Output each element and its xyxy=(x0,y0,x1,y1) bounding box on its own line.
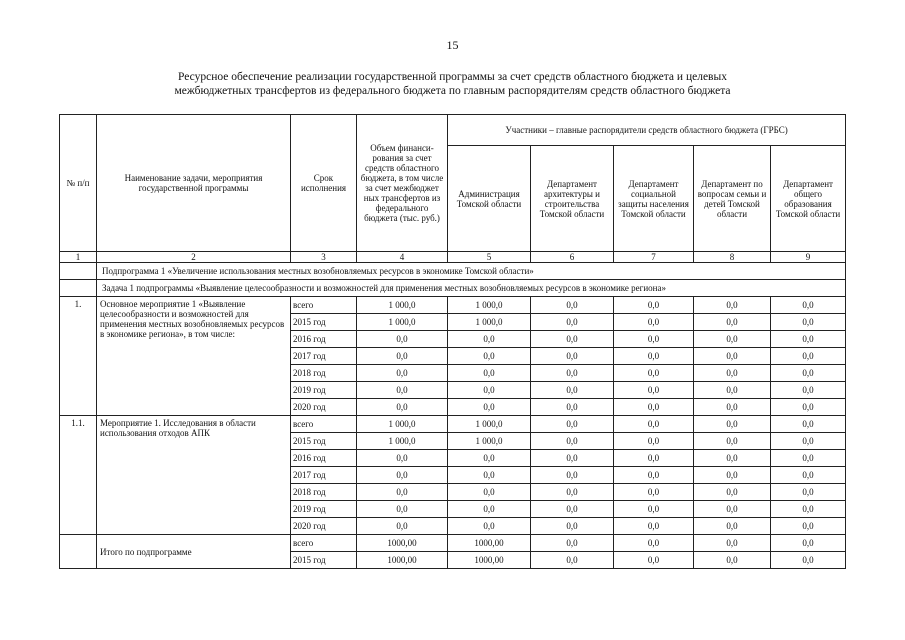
value-cell: 0,0 xyxy=(771,535,846,552)
column-number: 8 xyxy=(694,252,771,263)
value-cell: 1 000,0 xyxy=(448,314,531,331)
period-cell: 2018 год xyxy=(291,365,357,382)
table-row xyxy=(60,416,846,433)
value-cell: 0,0 xyxy=(357,399,448,416)
page-number: 15 xyxy=(446,38,459,52)
value-cell: 0,0 xyxy=(694,484,771,501)
header-participant-5: Департамент общего образования Томской области xyxy=(771,146,846,252)
value-cell: 0,0 xyxy=(614,416,694,433)
value-cell: 0,0 xyxy=(531,365,614,382)
value-cell: 0,0 xyxy=(694,399,771,416)
value-cell: 1 000,0 xyxy=(357,314,448,331)
value-cell: 0,0 xyxy=(771,552,846,569)
value-cell: 0,0 xyxy=(448,467,531,484)
value-cell: 0,0 xyxy=(771,297,846,314)
value-cell: 0,0 xyxy=(531,297,614,314)
value-cell: 0,0 xyxy=(771,365,846,382)
value-cell: 0,0 xyxy=(531,399,614,416)
value-cell: 0,0 xyxy=(357,467,448,484)
budget-table xyxy=(59,114,846,569)
value-cell: 0,0 xyxy=(614,450,694,467)
period-cell: 2019 год xyxy=(291,382,357,399)
value-cell: 0,0 xyxy=(531,450,614,467)
value-cell: 0,0 xyxy=(448,484,531,501)
period-cell: 2020 год xyxy=(291,399,357,416)
value-cell: 0,0 xyxy=(771,348,846,365)
value-cell: 0,0 xyxy=(531,518,614,535)
value-cell: 0,0 xyxy=(614,297,694,314)
value-cell: 0,0 xyxy=(694,297,771,314)
value-cell: 0,0 xyxy=(771,331,846,348)
value-cell: 0,0 xyxy=(448,348,531,365)
value-cell: 1000,00 xyxy=(357,552,448,569)
title-line-2: межбюджетных трансфертов из федерального бюджета по главным распорядителям средств областного бюджета xyxy=(174,85,731,97)
value-cell: 0,0 xyxy=(614,365,694,382)
value-cell: 0,0 xyxy=(357,382,448,399)
column-number: 5 xyxy=(448,252,531,263)
value-cell: 0,0 xyxy=(357,331,448,348)
value-cell: 0,0 xyxy=(694,518,771,535)
value-cell: 0,0 xyxy=(614,433,694,450)
value-cell: 0,0 xyxy=(614,331,694,348)
period-cell: 2020 год xyxy=(291,518,357,535)
document-title xyxy=(60,70,845,98)
value-cell: 0,0 xyxy=(614,399,694,416)
value-cell: 0,0 xyxy=(448,382,531,399)
period-cell: 2016 год xyxy=(291,331,357,348)
table-row xyxy=(60,535,846,552)
value-cell: 0,0 xyxy=(531,348,614,365)
value-cell: 0,0 xyxy=(614,552,694,569)
period-cell: 2019 год xyxy=(291,501,357,518)
value-cell: 1000,00 xyxy=(448,552,531,569)
value-cell: 0,0 xyxy=(614,467,694,484)
row-number xyxy=(60,535,97,569)
value-cell: 0,0 xyxy=(448,450,531,467)
value-cell: 0,0 xyxy=(531,382,614,399)
value-cell: 0,0 xyxy=(531,501,614,518)
column-number: 4 xyxy=(357,252,448,263)
value-cell: 0,0 xyxy=(448,501,531,518)
row-number: 1. xyxy=(60,297,97,416)
value-cell: 0,0 xyxy=(771,382,846,399)
value-cell: 0,0 xyxy=(531,467,614,484)
value-cell: 0,0 xyxy=(448,331,531,348)
value-cell: 0,0 xyxy=(448,365,531,382)
value-cell: 1 000,0 xyxy=(448,433,531,450)
column-number-row xyxy=(60,252,846,263)
value-cell: 0,0 xyxy=(771,416,846,433)
value-cell: 0,0 xyxy=(771,450,846,467)
value-cell: 1 000,0 xyxy=(448,297,531,314)
period-cell: 2018 год xyxy=(291,484,357,501)
value-cell: 1 000,0 xyxy=(357,433,448,450)
value-cell: 0,0 xyxy=(694,348,771,365)
period-cell: 2015 год xyxy=(291,552,357,569)
period-cell: всего xyxy=(291,297,357,314)
column-number: 7 xyxy=(614,252,694,263)
value-cell: 0,0 xyxy=(357,348,448,365)
value-cell: 1 000,0 xyxy=(357,297,448,314)
column-number: 6 xyxy=(531,252,614,263)
value-cell: 0,0 xyxy=(531,433,614,450)
activity-name: Итого по подпрограмме xyxy=(97,535,291,569)
row-number: 1.1. xyxy=(60,416,97,535)
period-cell: 2016 год xyxy=(291,450,357,467)
value-cell: 1 000,0 xyxy=(357,416,448,433)
header-participants: Участники – главные распорядители средств областного бюджета (ГРБС) xyxy=(448,115,846,146)
task-row: Задача 1 подпрограммы «Выявление целесообразности и возможностей для применения местных возобновляемых ресурсов в экономике региона» xyxy=(97,280,846,297)
value-cell: 0,0 xyxy=(614,382,694,399)
value-cell: 0,0 xyxy=(531,535,614,552)
value-cell: 0,0 xyxy=(531,416,614,433)
value-cell: 0,0 xyxy=(771,399,846,416)
header-volume: Объем финанси-рования за счет средств областного бюджета, в том числе за счет межбюджет ных трансфертов из федерального бюджета (тыс. руб.) xyxy=(357,115,448,252)
activity-name: Мероприятие 1. Исследования в области использования отходов АПК xyxy=(97,416,291,535)
value-cell: 0,0 xyxy=(448,399,531,416)
value-cell: 0,0 xyxy=(694,450,771,467)
header-participant-1: Администрация Томской области xyxy=(448,146,531,252)
value-cell: 0,0 xyxy=(614,518,694,535)
empty-cell xyxy=(60,263,97,280)
value-cell: 1000,00 xyxy=(448,535,531,552)
column-number: 9 xyxy=(771,252,846,263)
value-cell: 0,0 xyxy=(531,314,614,331)
value-cell: 0,0 xyxy=(448,518,531,535)
value-cell: 0,0 xyxy=(694,331,771,348)
value-cell: 0,0 xyxy=(694,365,771,382)
period-cell: всего xyxy=(291,535,357,552)
period-cell: всего xyxy=(291,416,357,433)
value-cell: 0,0 xyxy=(694,535,771,552)
header-participant-4: Департамент по вопросам семьи и детей Томской области xyxy=(694,146,771,252)
empty-cell xyxy=(60,280,97,297)
value-cell: 0,0 xyxy=(694,314,771,331)
header-participant-3: Департамент социальной защиты населения Томской области xyxy=(614,146,694,252)
table-row xyxy=(60,297,846,314)
header-participant-2: Департамент архитектуры и строительства Томской области xyxy=(531,146,614,252)
title-line-1: Ресурсное обеспечение реализации государственной программы за счет средств областного бюджета и целевых xyxy=(178,71,727,83)
value-cell: 0,0 xyxy=(694,433,771,450)
value-cell: 0,0 xyxy=(771,467,846,484)
value-cell: 0,0 xyxy=(357,365,448,382)
value-cell: 0,0 xyxy=(614,535,694,552)
value-cell: 0,0 xyxy=(357,518,448,535)
value-cell: 0,0 xyxy=(771,501,846,518)
value-cell: 1000,00 xyxy=(357,535,448,552)
period-cell: 2015 год xyxy=(291,433,357,450)
value-cell: 0,0 xyxy=(614,348,694,365)
value-cell: 0,0 xyxy=(694,501,771,518)
value-cell: 1 000,0 xyxy=(448,416,531,433)
value-cell: 0,0 xyxy=(531,484,614,501)
header-num: № п/п xyxy=(60,115,97,252)
column-number: 3 xyxy=(291,252,357,263)
value-cell: 0,0 xyxy=(771,518,846,535)
period-cell: 2017 год xyxy=(291,348,357,365)
column-number: 1 xyxy=(60,252,97,263)
value-cell: 0,0 xyxy=(771,433,846,450)
value-cell: 0,0 xyxy=(694,467,771,484)
value-cell: 0,0 xyxy=(694,416,771,433)
value-cell: 0,0 xyxy=(614,314,694,331)
column-number: 2 xyxy=(97,252,291,263)
subprogram-row: Подпрограмма 1 «Увеличение использования местных возобновляемых ресурсов в экономике Томской области» xyxy=(97,263,846,280)
period-cell: 2017 год xyxy=(291,467,357,484)
header-name: Наименование задачи, мероприятия государственной программы xyxy=(97,115,291,252)
value-cell: 0,0 xyxy=(771,314,846,331)
value-cell: 0,0 xyxy=(771,484,846,501)
value-cell: 0,0 xyxy=(614,484,694,501)
value-cell: 0,0 xyxy=(531,331,614,348)
value-cell: 0,0 xyxy=(357,484,448,501)
value-cell: 0,0 xyxy=(614,501,694,518)
value-cell: 0,0 xyxy=(694,382,771,399)
value-cell: 0,0 xyxy=(357,450,448,467)
value-cell: 0,0 xyxy=(357,501,448,518)
value-cell: 0,0 xyxy=(694,552,771,569)
header-term: Срок исполнения xyxy=(291,115,357,252)
period-cell: 2015 год xyxy=(291,314,357,331)
value-cell: 0,0 xyxy=(531,552,614,569)
activity-name: Основное мероприятие 1 «Выявление целесообразности и возможностей для применения местных возобновляемых ресурсов в экономике региона», в том числе: xyxy=(97,297,291,416)
